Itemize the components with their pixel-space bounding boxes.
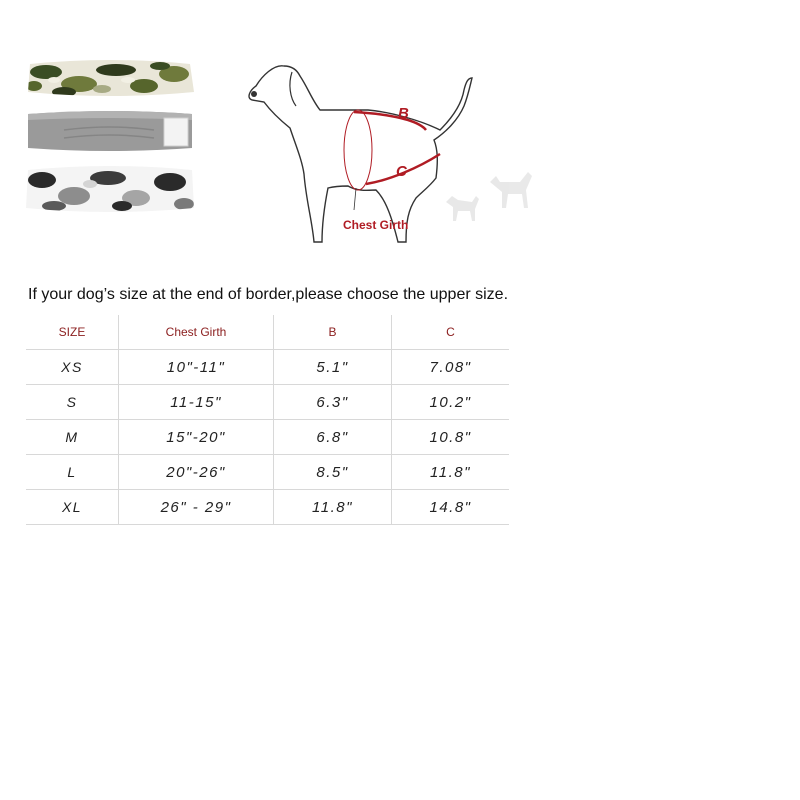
table-row <box>26 490 509 525</box>
product-images <box>24 56 196 216</box>
size-cell: XS <box>26 350 119 385</box>
gray-camo-belly-band <box>24 162 196 216</box>
b-cell: 6.8" <box>274 420 392 455</box>
dog-measurement-diagram <box>240 50 540 260</box>
chest-girth-cell: 26" - 29" <box>119 490 274 525</box>
chest-girth-cell: 15"-20" <box>119 420 274 455</box>
table-row <box>26 455 509 490</box>
table-row <box>26 385 509 420</box>
green-camo-belly-band <box>24 56 196 100</box>
header-c: C <box>392 315 510 350</box>
chest-girth-cell: 11-15" <box>119 385 274 420</box>
label-c: C <box>396 163 407 180</box>
size-notice: If your dog’s size at the end of border,please choose the upper size. <box>28 286 509 303</box>
c-cell: 10.2" <box>392 385 510 420</box>
size-cell: S <box>26 385 119 420</box>
b-cell: 5.1" <box>274 350 392 385</box>
header-size: SIZE <box>26 315 119 350</box>
chest-girth-cell: 10"-11" <box>119 350 274 385</box>
b-cell: 6.3" <box>274 385 392 420</box>
table-header-row <box>26 315 509 350</box>
c-cell: 11.8" <box>392 455 510 490</box>
header-b: B <box>274 315 392 350</box>
size-cell: L <box>26 455 119 490</box>
b-cell: 11.8" <box>274 490 392 525</box>
gray-belly-band <box>24 106 196 156</box>
background-dogs <box>446 172 532 221</box>
header-chest-girth: Chest Girth <box>119 315 274 350</box>
size-cell: XL <box>26 490 119 525</box>
c-cell: 7.08" <box>392 350 510 385</box>
size-table <box>26 315 509 525</box>
table-row <box>26 420 509 455</box>
table-row <box>26 350 509 385</box>
c-cell: 10.8" <box>392 420 510 455</box>
chest-girth-cell: 20"-26" <box>119 455 274 490</box>
label-b: B <box>398 105 409 122</box>
b-cell: 8.5" <box>274 455 392 490</box>
chest-girth-label: Chest Girth <box>343 218 409 232</box>
c-cell: 14.8" <box>392 490 510 525</box>
size-cell: M <box>26 420 119 455</box>
